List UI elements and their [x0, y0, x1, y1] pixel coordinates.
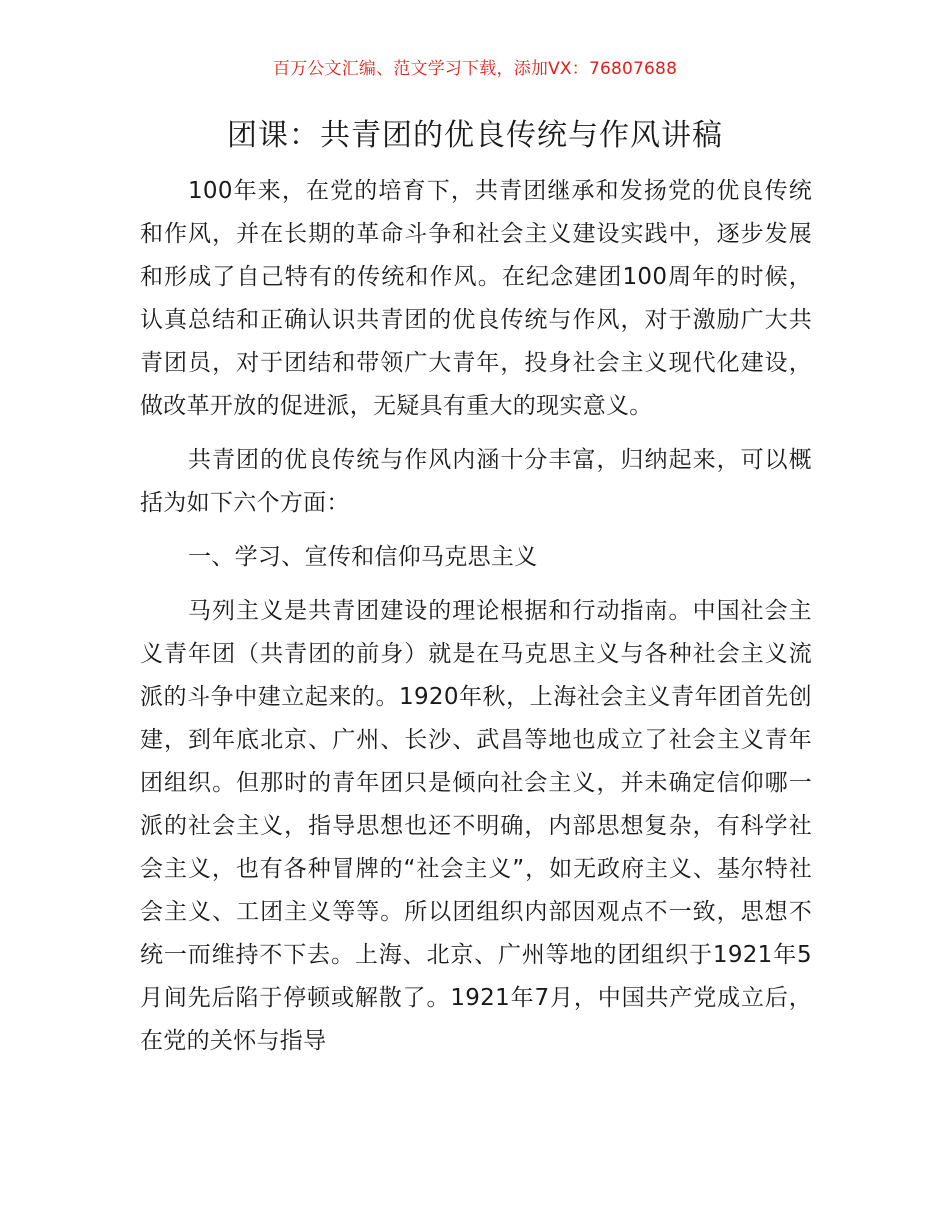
paragraph-section-1: 马列主义是共青团建设的理论根据和行动指南。中国社会主义青年团（共青团的前身）就是在马克思主义与各种社会主义流派的斗争中建立起来的。1920年秋，上海社会主义青年团首先创建，到年底北京、广州、长沙、武昌等地也成立了社会主义青年团组织。但那时的青年团只是倾向社会主义，并未确定信仰哪一派的社会主义，指导思想也还不明确，内部思想复杂，有科学社会主义，也有各种冒牌的“社会主义”，如无政府主义、基尔特社会主义、工团主义等等。所以团组织内部因观点不一致，思想不统一而维持不下去。上海、北京、广州等地的团组织于1921年5月间先后陷于停顿或解散了。1921年7月，中国共产党成立后，在党的关怀与指导 — [140, 598, 812, 1054]
document-title: 团课：共青团的优良传统与作风讲稿 — [227, 118, 723, 153]
paragraph-intro: 100年来，在党的培育下，共青团继承和发扬党的优良传统和作风，并在长期的革命斗争和社会主义建设实践中，逐步发展和形成了自己特有的传统和作风。在纪念建团100周年的时候，认真总结和正确认识共青团的优良传统与作风，对于激励广大共青团员，对于团结和带领广大青年，投身社会主义现代化建设，做改革开放的促进派，无疑具有重大的现实意义。 — [140, 178, 812, 419]
paragraph-summary: 共青团的优良传统与作风内涵十分丰富，归纳起来，可以概括为如下六个方面： — [140, 447, 812, 516]
section-heading-1: 一、学习、宣传和信仰马克思主义 — [188, 544, 538, 570]
header-watermark-note: 百万公文汇编、范文学习下载，添加VX：76807688 — [272, 59, 678, 79]
document-body — [140, 170, 812, 1063]
